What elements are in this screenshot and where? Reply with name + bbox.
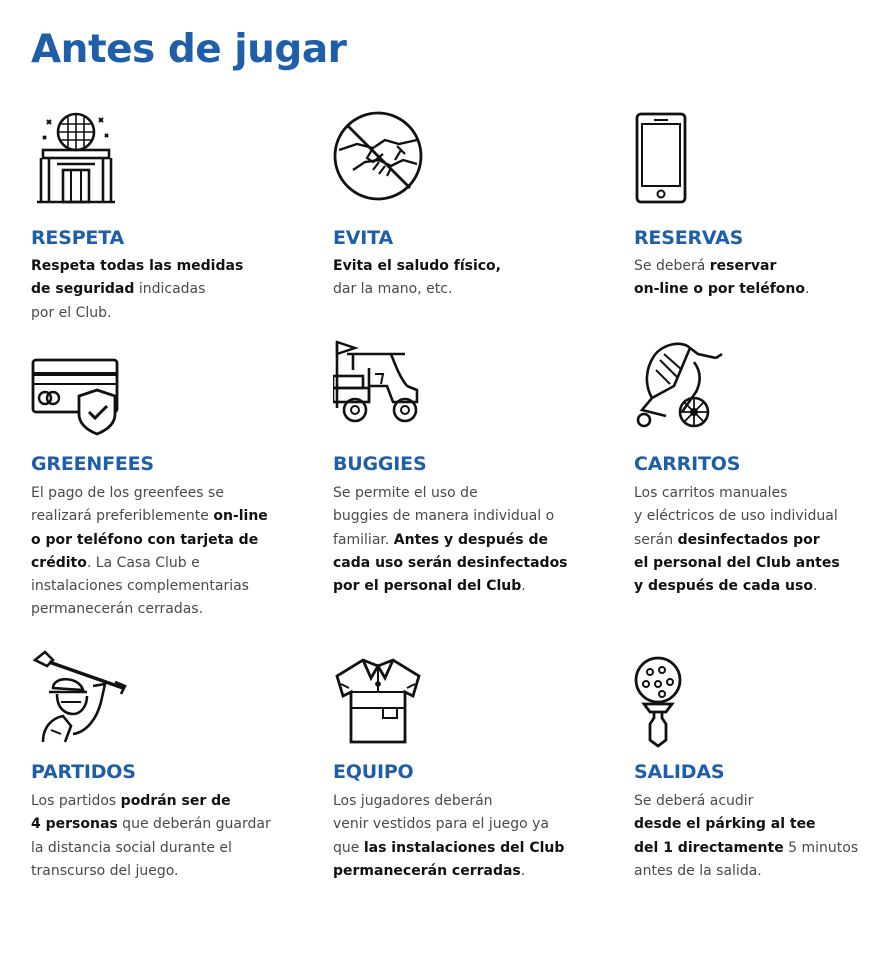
text: la distancia social durante el xyxy=(31,839,232,856)
text: 5 minutos xyxy=(783,839,859,856)
bold-text: desinfectados por xyxy=(677,531,820,548)
no-handshake-icon xyxy=(333,110,425,206)
text: Se permite el uso de xyxy=(333,485,478,501)
card-heading: SALIDAS xyxy=(634,761,725,783)
bold-text: las instalaciones del Club xyxy=(363,839,565,856)
card-salidas xyxy=(634,656,889,906)
smartphone-icon xyxy=(634,110,690,206)
bold-text: o por teléfono con tarjeta de xyxy=(31,531,259,548)
card-carritos xyxy=(634,340,889,630)
text: transcurso del juego. xyxy=(31,862,179,879)
card-body-line xyxy=(634,790,858,813)
text: . xyxy=(812,578,818,595)
text: serán xyxy=(634,531,678,548)
club-building-icon xyxy=(31,110,121,206)
card-heading: RESPETA xyxy=(31,227,124,249)
card-body-line xyxy=(333,278,501,301)
text: realizará preferiblemente xyxy=(31,508,214,525)
card-evita xyxy=(333,110,593,330)
card-body-line xyxy=(333,482,568,505)
card-body-line xyxy=(31,255,243,278)
card-body-line xyxy=(333,860,564,883)
text: que xyxy=(333,839,364,856)
text: indicadas xyxy=(134,281,206,298)
credit-card-shield-icon xyxy=(31,340,123,438)
card-partidos xyxy=(31,648,291,898)
card-body-line xyxy=(333,813,564,836)
card-body-line xyxy=(31,837,271,860)
card-respeta xyxy=(31,110,291,330)
card-body-line xyxy=(634,552,840,575)
card-body-line xyxy=(333,790,564,813)
bold-text: on-line xyxy=(213,508,268,525)
text: permanecerán cerradas. xyxy=(31,601,204,618)
text: familiar. xyxy=(333,531,394,548)
card-body-line xyxy=(31,790,271,813)
card-heading: GREENFEES xyxy=(31,453,154,475)
card-body-line xyxy=(31,598,268,621)
text: . xyxy=(521,578,526,595)
card-body-line xyxy=(634,837,858,860)
card-body-line xyxy=(31,529,268,552)
card-body-line xyxy=(634,482,840,505)
card-body-line xyxy=(634,278,809,301)
card-body-line xyxy=(31,860,271,883)
text: buggies de manera individual o xyxy=(333,508,555,525)
text: Los jugadores deberán xyxy=(333,793,493,809)
bold-text: cada uso serán desinfectados xyxy=(333,554,568,571)
text: venir vestidos para el juego ya xyxy=(333,816,549,833)
text: que deberán guardar xyxy=(117,816,271,833)
card-body xyxy=(634,790,858,883)
card-buggies xyxy=(333,340,593,630)
card-greenfees xyxy=(31,340,291,630)
bold-text: podrán ser de xyxy=(120,793,231,809)
card-body xyxy=(333,255,501,302)
card-heading: PARTIDOS xyxy=(31,761,136,783)
bold-text: el personal del Club antes xyxy=(634,554,840,571)
text: y eléctricos de uso individual xyxy=(634,508,838,525)
card-body xyxy=(634,482,840,598)
card-body-line xyxy=(31,482,268,505)
text: Los partidos xyxy=(31,793,121,809)
card-body-line xyxy=(31,575,268,598)
card-body-line xyxy=(31,505,268,528)
text: dar la mano, etc. xyxy=(333,281,453,298)
card-heading: EVITA xyxy=(333,227,393,249)
golf-buggy-icon xyxy=(333,340,425,432)
card-body-line xyxy=(31,552,268,575)
bold-text: desde el párking al tee xyxy=(634,816,816,833)
card-equipo xyxy=(333,656,593,906)
bold-text: Respeta todas las medidas xyxy=(31,258,244,274)
card-body-line xyxy=(634,255,809,278)
bold-text: de seguridad xyxy=(31,281,135,298)
card-heading: CARRITOS xyxy=(634,453,741,475)
card-body xyxy=(333,790,564,883)
text: antes de la salida. xyxy=(634,862,762,879)
card-body-line xyxy=(333,837,564,860)
card-body-line xyxy=(634,860,858,883)
card-body-line xyxy=(333,552,568,575)
bold-text: Evita el saludo físico, xyxy=(333,258,501,274)
bold-text: por el personal del Club xyxy=(333,578,522,595)
bold-text: 4 personas xyxy=(31,816,118,833)
text: El pago de los greenfees se xyxy=(31,485,224,501)
card-body-line xyxy=(31,302,243,325)
card-reservas xyxy=(634,110,889,330)
text: Se deberá acudir xyxy=(634,793,754,809)
text: instalaciones complementarias xyxy=(31,578,249,595)
text: Los carritos manuales xyxy=(634,485,788,501)
card-body-line xyxy=(634,529,840,552)
golfer-icon xyxy=(31,648,127,744)
card-body-line xyxy=(333,255,501,278)
card-body xyxy=(31,790,271,883)
text: . xyxy=(805,281,810,298)
golf-trolley-icon xyxy=(634,340,726,432)
bold-text: permanecerán cerradas xyxy=(333,862,521,879)
card-body-line xyxy=(634,575,840,598)
text: Se deberá xyxy=(634,258,710,274)
card-body-line xyxy=(31,278,243,301)
card-body-line xyxy=(333,575,568,598)
bold-text: y después de cada uso xyxy=(634,578,813,595)
bold-text: del 1 directamente xyxy=(634,839,784,856)
card-body xyxy=(333,482,568,598)
bold-text: crédito xyxy=(31,554,87,571)
bold-text: on-line o por teléfono xyxy=(634,281,806,298)
card-body xyxy=(31,255,243,325)
card-body-line xyxy=(31,813,271,836)
card-body-line xyxy=(333,505,568,528)
polo-shirt-icon xyxy=(333,656,423,746)
card-heading: BUGGIES xyxy=(333,453,427,475)
card-body-line xyxy=(634,505,840,528)
card-body-line xyxy=(634,813,858,836)
card-heading: RESERVAS xyxy=(634,227,744,249)
page-title: Antes de jugar xyxy=(31,27,347,72)
bold-text: Antes y después de xyxy=(393,531,549,548)
golf-ball-tee-icon xyxy=(634,656,694,748)
text: . xyxy=(520,862,526,879)
text: . La Casa Club e xyxy=(86,554,200,571)
bold-text: reservar xyxy=(709,258,777,274)
card-body xyxy=(634,255,809,302)
text: por el Club. xyxy=(31,304,112,321)
card-heading: EQUIPO xyxy=(333,761,414,783)
card-body xyxy=(31,482,268,622)
card-body-line xyxy=(333,529,568,552)
